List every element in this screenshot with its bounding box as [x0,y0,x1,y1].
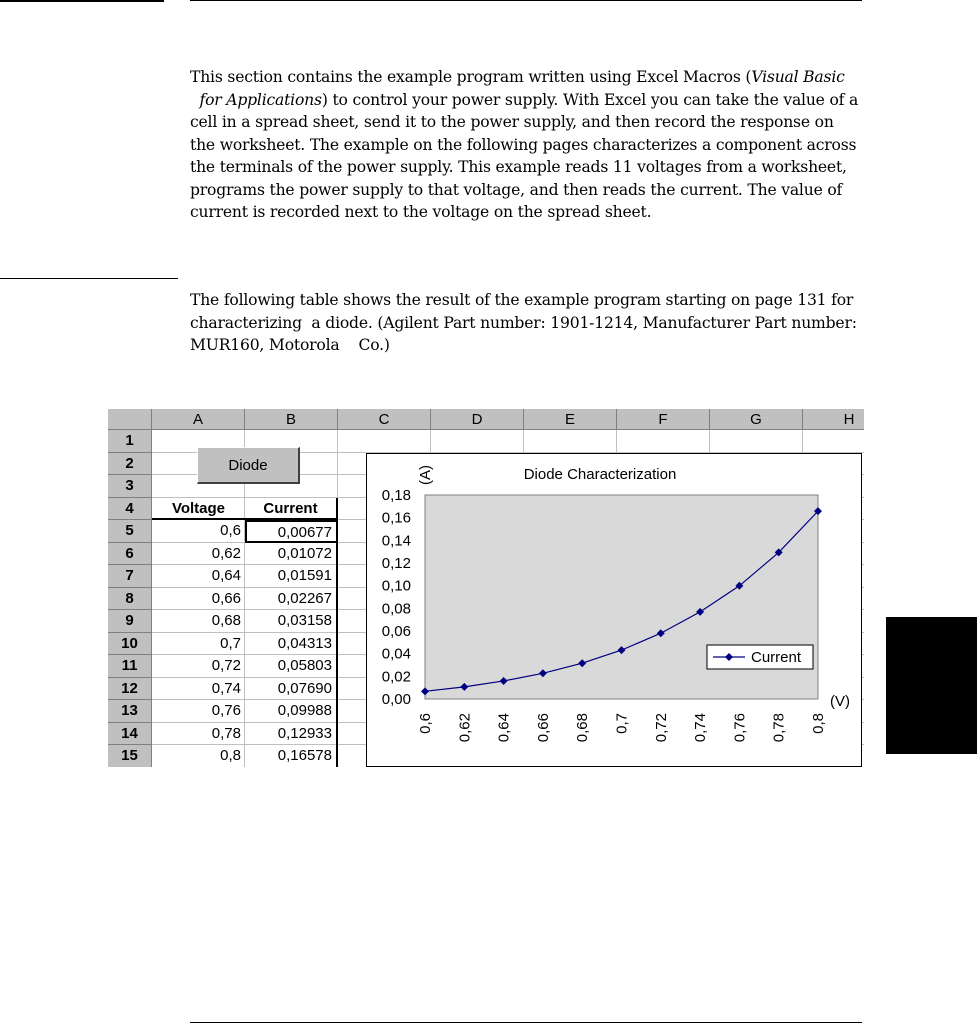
diode-chart[interactable] [366,453,862,767]
y-tick-label: 0,12 [381,555,411,572]
spreadsheet [108,409,864,767]
voltage-cell[interactable]: 0,78 [211,724,241,742]
voltage-cell[interactable]: 0,66 [211,589,241,607]
current-cell[interactable]: 0,16578 [245,745,338,767]
current-cell[interactable]: 0,05803 [245,655,338,678]
row-header-11[interactable]: 11 [108,655,152,678]
current-cell[interactable]: 0,07690 [245,678,338,701]
row-header-6[interactable]: 6 [108,543,152,566]
result-paragraph: The following table shows the result of the example program starting on page 131 for characterizing a diode. (Agilent Part number: 1901-1214, Manufacturer Part number: MUR160, Motorola Co.) [190,291,862,354]
voltage-cell[interactable]: 0,62 [211,544,241,562]
y-axis-label: (A) [417,465,434,485]
y-tick-label: 0,16 [381,509,411,527]
current-cell[interactable]: 0,12933 [245,723,338,746]
voltage-cell[interactable]: 0,6 [220,522,241,539]
row-header-10[interactable]: 10 [108,633,152,656]
y-tick-label: 0,14 [381,532,411,550]
column-header-a[interactable]: A [152,409,245,430]
row-header-12[interactable]: 12 [108,678,152,701]
row-header-15[interactable]: 15 [108,745,152,767]
current-cell[interactable]: 0,02267 [245,588,338,611]
x-tick-label: 0,64 [495,713,513,743]
current-cell[interactable]: 0,09988 [245,700,338,723]
voltage-cell[interactable]: 0,72 [211,657,241,674]
row-header-2[interactable]: 2 [108,453,152,476]
chapter-tab [886,617,977,754]
voltage-cell[interactable]: 0,64 [211,567,241,584]
voltage-cell[interactable]: 0,8 [220,747,241,764]
section-rule [0,278,178,279]
bottom-rule [190,1022,862,1023]
y-tick-label: 0,10 [381,577,411,595]
row-header-8[interactable]: 8 [108,588,152,611]
x-tick-label: 0,74 [692,713,710,743]
voltage-cell[interactable]: 0,74 [211,679,241,697]
column-header-g[interactable]: G [710,409,803,430]
x-tick-label: 0,72 [652,713,670,743]
voltage-header[interactable]: Voltage [152,498,245,520]
voltage-cell[interactable]: 0,68 [211,612,241,629]
top-rule [0,0,164,2]
x-tick-label: 0,8 [810,713,827,734]
chart-title: Diode Characterization [523,466,677,483]
y-tick-label: 0,06 [381,623,411,640]
current-cell[interactable]: 0,01072 [245,543,338,566]
x-tick-label: 0,78 [770,713,788,743]
row-header-5[interactable]: 5 [108,520,152,543]
x-tick-label: 0,6 [417,713,434,734]
column-header-e[interactable]: E [524,409,617,430]
column-header-c[interactable]: C [338,409,431,430]
select-all-corner[interactable] [108,409,152,430]
row-header-1[interactable]: 1 [108,430,152,453]
column-header-h[interactable]: H [803,409,864,430]
y-tick-label: 0,00 [381,691,411,708]
current-cell[interactable]: 0,04313 [245,633,338,656]
voltage-cell[interactable]: 0,76 [211,702,241,719]
x-tick-label: 0,62 [456,713,474,743]
y-tick-label: 0,18 [381,487,411,504]
row-header-14[interactable]: 14 [108,723,152,746]
x-tick-label: 0,7 [613,713,631,734]
top-rule-right [190,0,862,1]
current-header[interactable]: Current [245,498,338,520]
x-tick-label: 0,76 [731,713,749,743]
row-header-4[interactable]: 4 [108,498,152,521]
y-tick-label: 0,08 [381,600,411,618]
chart-canvas [367,454,861,766]
diode-button[interactable]: Diode [197,447,300,484]
legend-label: Current [751,649,802,666]
y-tick-label: 0,04 [381,645,411,663]
y-tick-label: 0,02 [381,668,411,686]
row-header-9[interactable]: 9 [108,610,152,633]
active-current-cell[interactable]: 0,00677 [245,520,338,543]
x-tick-label: 0,66 [534,713,552,743]
column-header-b[interactable]: B [245,409,338,430]
x-axis-label: (V) [830,693,850,710]
row-header-7[interactable]: 7 [108,565,152,588]
current-cell[interactable]: 0,01591 [245,565,338,588]
voltage-cell[interactable]: 0,7 [220,634,241,652]
row-header-3[interactable]: 3 [108,475,152,498]
row-header-13[interactable]: 13 [108,700,152,723]
column-header-d[interactable]: D [431,409,524,430]
intro-paragraph: This section contains the example program written using Excel Macros (Visual Basic for Applications) to control your power supply. With Excel you can take the value of a cell in a spread sheet, send it to the power supply, and then record the response on the worksheet. The example on the following pages characterizes a component across the terminals of the power supply. This example reads 11 voltages from a worksheet, programs the power supply to that voltage, and then reads the current. The value of current is recorded next to the voltage on the spread sheet. [190,68,859,221]
column-header-f[interactable]: F [617,409,710,430]
x-tick-label: 0,68 [574,713,592,743]
current-cell[interactable]: 0,03158 [245,610,338,633]
